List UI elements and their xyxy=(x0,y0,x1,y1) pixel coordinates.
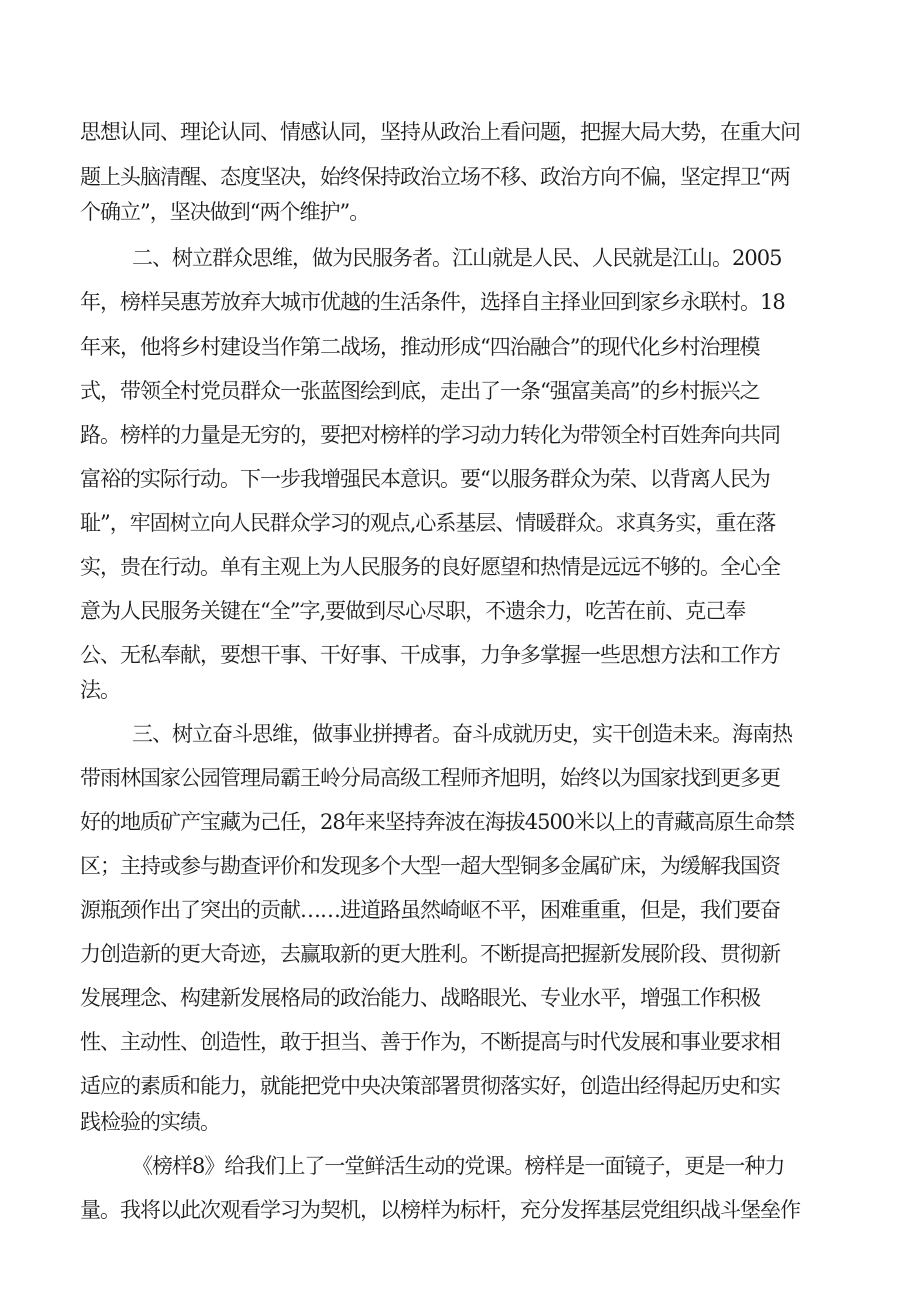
text-line: 区；主持或参与勘查评价和发现多个大型一超大型铜多金属矿床，为缓解我国资 xyxy=(80,854,780,878)
text-line: 量。我将以此次观看学习为契机，以榜样为标杆，充分发挥基层党组织战斗堡垒作 xyxy=(80,1198,800,1222)
text-line: 年来，他将乡村建设当作第二战场，推动形成“四治融合”的现代化乡村治理模 xyxy=(80,335,760,359)
text-line: 源瓶颈作出了突出的贡献……进道路虽然崎岖不平，困难重重，但是，我们要奋 xyxy=(80,898,780,922)
text-line: 适应的素质和能力，就能把党中央决策部署贯彻落实好，创造出经得起历史和实 xyxy=(80,1074,780,1098)
text-line: 年，榜样吴惠芳放弃大城市优越的生活条件，选择自主择业回到家乡永联村。18 xyxy=(80,290,785,314)
text-line: 富裕的实际行动。下一步我增强民本意识。要“以服务群众为荣、以背离人民为 xyxy=(80,467,770,491)
text-line: 性、主动性、创造性，敢于担当、善于作为，不断提高与时代发展和事业要求相 xyxy=(80,1030,780,1054)
text-line: 法。 xyxy=(80,678,120,702)
text-line: 式，带领全村党员群众一张蓝图绘到底，走出了一条“强富美高”的乡村振兴之 xyxy=(80,379,760,403)
text-line: 践检验的实绩。 xyxy=(80,1110,220,1134)
text-line: 力创造新的更大奇迹，去赢取新的更大胜利。不断提高把握新发展阶段、贯彻新 xyxy=(80,942,780,966)
text-line: 个确立”，坚决做到“两个维护”。 xyxy=(80,200,370,224)
text-line: 思想认同、理论认同、情感认同，坚持从政治上看问题，把握大局大势，在重大问 xyxy=(80,120,800,144)
text-line: 意为人民服务关键在“全”字,要做到尽心尽职，不遗余力，吃苦在前、克己奉 xyxy=(80,599,746,623)
text-line: 《榜样8》给我们上了一堂鲜活生动的党课。榜样是一面镜子，更是一种力 xyxy=(132,1154,785,1178)
text-line: 好的地质矿产宝藏为己任，28年来坚持奔波在海拔4500米以上的青藏高原生命禁 xyxy=(80,810,795,834)
text-line: 三、树立奋斗思维，做事业拼搏者。奋斗成就历史，实干创造未来。海南热 xyxy=(132,722,792,746)
text-line: 耻”，牢固树立向人民群众学习的观点,心系基层、情暖群众。求真务实，重在落 xyxy=(80,511,776,535)
text-line: 实，贵在行动。单有主观上为人民服务的良好愿望和热情是远远不够的。全心全 xyxy=(80,555,780,579)
text-line: 题上头脑清醒、态度坚决，始终保持政治立场不移、政治方向不偏，坚定捍卫“两 xyxy=(80,165,790,189)
text-line: 二、树立群众思维，做为民服务者。江山就是人民、人民就是江山。2005 xyxy=(132,246,782,270)
text-line: 带雨林国家公园管理局霸王岭分局高级工程师齐旭明，始终以为国家找到更多更 xyxy=(80,766,780,790)
text-line: 公、无私奉献，要想干事、干好事、干成事，力争多掌握一些思想方法和工作方 xyxy=(80,643,780,667)
text-line: 路。榜样的力量是无穷的，要把对榜样的学习动力转化为带领全村百姓奔向共同 xyxy=(80,423,780,447)
text-line: 发展理念、构建新发展格局的政治能力、战略眼光、专业水平，增强工作积极 xyxy=(80,986,760,1010)
